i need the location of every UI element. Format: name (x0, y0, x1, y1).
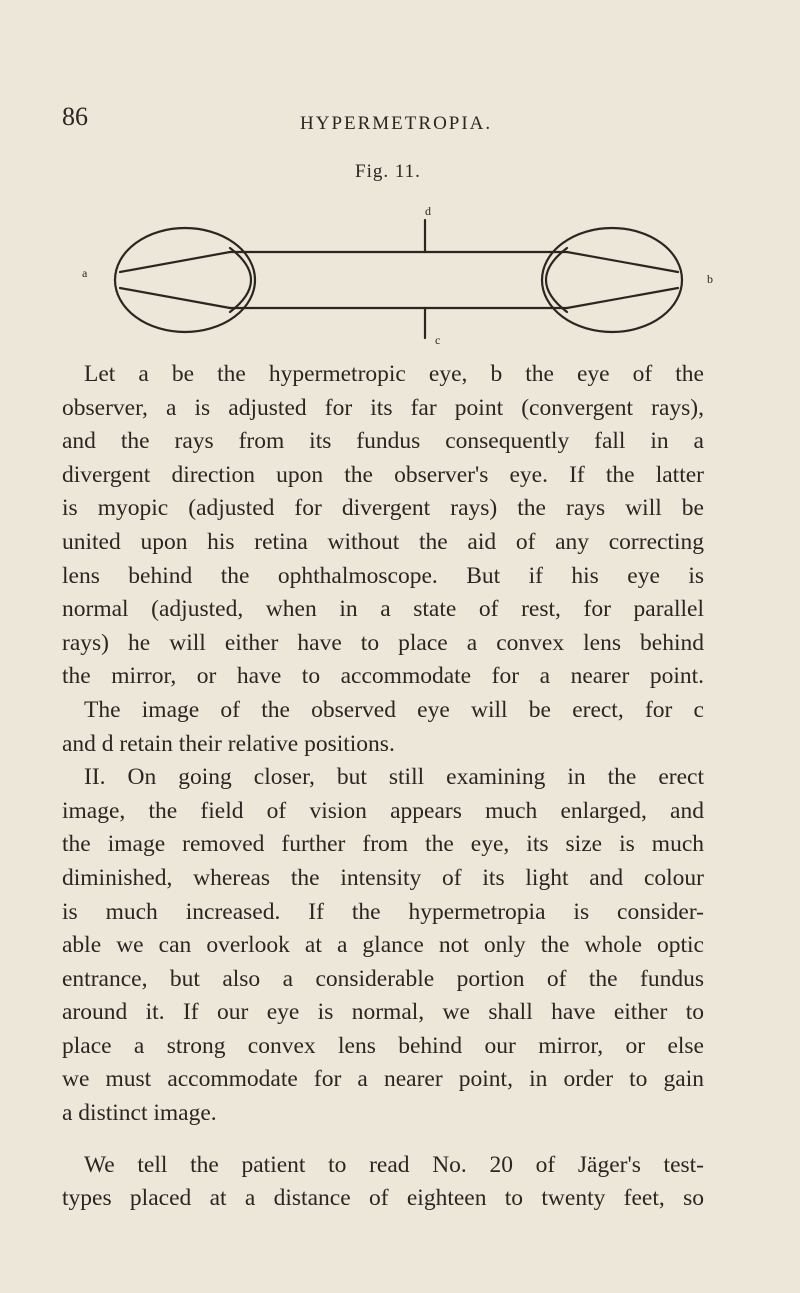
converging-ray-right-lower (567, 288, 678, 308)
text-line: the mirror, or have to accommodate for a nearer point. (62, 663, 704, 690)
text-line: and d retain their relative positions. (62, 730, 395, 757)
label-a: a (82, 266, 88, 280)
body-text (62, 358, 704, 1216)
text-line: lens behind the ophthalmoscope. But if his eye is (62, 562, 704, 589)
label-b: b (707, 272, 713, 286)
figure-caption: Fig. 11. (355, 161, 421, 182)
text-line: entrance, but also a considerable portion of the fundus (62, 965, 704, 992)
paragraph-3 (62, 1149, 704, 1216)
text-line: able we can overlook at a glance not only the whole optic (62, 932, 704, 959)
label-d: d (425, 204, 431, 218)
text-line: place a strong convex lens behind our mirror, or else (62, 1032, 704, 1059)
converging-ray-left-upper (120, 252, 230, 272)
text-line: is much increased. If the hypermetropia is consider- (62, 898, 704, 925)
converging-ray-left-lower (120, 288, 230, 308)
text-line: we must accommodate for a nearer point, in order to gain (62, 1066, 704, 1093)
text-line: united upon his retina without the aid of any correcting (62, 528, 704, 555)
left-eye-outline (115, 228, 255, 332)
paragraph-gap (62, 1131, 704, 1149)
text-line: II. On going closer, but still examining in the erect (84, 764, 704, 791)
text-line: is myopic (adjusted for divergent rays) the rays will be (62, 495, 704, 522)
text-line: The image of the observed eye will be erect, for c (84, 696, 704, 723)
text-line: normal (adjusted, when in a state of rest, for parallel (62, 596, 704, 623)
text-line: the image removed further from the eye, its size is much (62, 831, 704, 858)
paragraph-2 (62, 761, 704, 1131)
converging-ray-right-upper (567, 252, 678, 272)
eye-diagram-svg (80, 190, 720, 360)
text-line: observer, a is adjusted for its far point (convergent rays), (62, 394, 704, 421)
text-line: We tell the patient to read No. 20 of Jäger's test- (84, 1151, 704, 1178)
text-line: types placed at a distance of eighteen to twenty feet, so (62, 1185, 704, 1212)
label-c: c (435, 333, 441, 347)
running-head: HYPERMETROPIA. (300, 113, 493, 134)
paragraph-1 (62, 358, 704, 761)
text-line: diminished, whereas the intensity of its light and colour (62, 864, 704, 891)
text-line: Let a be the hypermetropic eye, b the eye of the (84, 361, 704, 387)
text-line: around it. If our eye is normal, we shall have either to (62, 999, 704, 1026)
text-line: image, the field of vision appears much enlarged, and (62, 797, 704, 824)
text-line: divergent direction upon the observer's eye. If the latter (62, 461, 704, 488)
right-eye-outline (542, 228, 682, 332)
text-line: rays) he will either have to place a convex lens behind (62, 629, 704, 656)
figure-eye-diagram (80, 190, 720, 360)
page-number: 86 (62, 102, 88, 131)
text-line: and the rays from its fundus consequently fall in a (62, 428, 704, 455)
text-line: a distinct image. (62, 1100, 217, 1127)
